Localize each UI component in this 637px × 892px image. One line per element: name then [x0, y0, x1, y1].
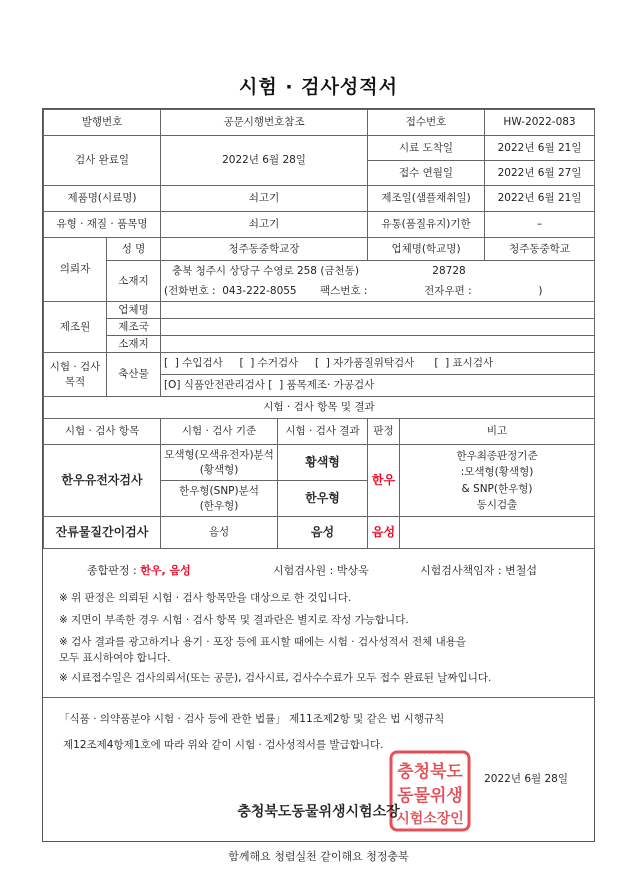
note-1: ※ 위 판정은 의뢰된 시험 · 검사 항목만을 대상으로 한 것입니다. [59, 592, 352, 604]
expiry-value: – [485, 212, 595, 238]
document-title: 시험 · 검사성적서 [239, 76, 398, 98]
test1-remark: 한우최종판정기준 :모색형(황색형) & SNP(한우형) 동시검출 [400, 445, 595, 517]
test2-result: 음성 [278, 517, 368, 549]
company-label: 업체명(학교명) [368, 238, 485, 261]
law-line2: 제12조제4항제1호에 따라 위와 같이 시험 · 검사성적서를 발급합니다. [63, 739, 384, 751]
test1-name: 한우유전자검사 [44, 445, 161, 517]
address-label: 소재지 [107, 261, 161, 302]
maker-company-label: 업체명 [107, 302, 161, 319]
test2-remark [400, 517, 595, 549]
mfg-value: 2022년 6월 21일 [485, 186, 595, 212]
overall-label: 종합판정 : [87, 564, 137, 577]
overall-value: 한우, 음성 [140, 564, 191, 577]
test1-standard-a: 모색형(모색유전자)분석 (황색형) [161, 445, 278, 481]
client-label: 의뢰자 [44, 238, 107, 302]
mfg-label: 제조일(샘플채취일) [368, 186, 485, 212]
report-table [43, 109, 595, 549]
complete-value: 2022년 6월 28일 [161, 136, 368, 186]
product-value: 쇠고기 [161, 186, 368, 212]
purpose-line1: [ ] 수입검사 [ ] 수거검사 [ ] 자가품질위탁검사 [ ] 표시검사 [161, 353, 595, 375]
law-line1: 「식품 · 의약품분야 시험 · 검사 등에 관한 법률」 제11조제2항 및 같은 법 시행규칙 [59, 713, 445, 725]
examiner: 시험검사원 : 박상욱 [273, 564, 369, 577]
supervisor: 시험검사책임자 : 변철섭 [420, 564, 537, 577]
receipt-date-label: 접수 연월일 [368, 161, 485, 186]
header-standard: 시험 · 검사 기준 [161, 419, 278, 445]
seal-text-1: 충청북도 [397, 762, 463, 782]
arrival-label: 시료 도착일 [368, 136, 485, 161]
issue-date: 2022년 6월 28일 [484, 773, 568, 785]
product-label: 제품명(시료명) [44, 186, 161, 212]
expiry-label: 유통(품질유지)기한 [368, 212, 485, 238]
maker-country-label: 제조국 [107, 319, 161, 336]
header-result: 시험 · 검사 결과 [278, 419, 368, 445]
test1-result-a: 황색형 [278, 445, 368, 481]
type-value: 쇠고기 [161, 212, 368, 238]
results-title: 시험 · 검사 항목 및 결과 [44, 397, 595, 419]
livestock-label: 축산물 [107, 353, 161, 397]
header-judgment: 판정 [368, 419, 400, 445]
header-item: 시험 · 검사 항목 [44, 419, 161, 445]
header-remark: 비고 [400, 419, 595, 445]
note-2: ※ 지면이 부족한 경우 시험 · 검사 항목 및 결과란은 별지로 작성 가능합니다. [59, 614, 409, 626]
test2-name: 잔류물질간이검사 [44, 517, 161, 549]
address-line2: (전화번호 : 043-222-8055 팩스번호 : 전자우편 : ) [161, 281, 595, 302]
maker-label: 제조원 [44, 302, 107, 353]
overall-judgment [87, 562, 191, 578]
address-line1-cell [161, 261, 595, 281]
type-label: 유형 · 재질 · 품목명 [44, 212, 161, 238]
purpose-line2: [O] 식품안전관리검사 [ ] 품목제조· 가공검사 [161, 375, 595, 397]
receipt-value: HW-2022-083 [485, 110, 595, 136]
test2-standard: 음성 [161, 517, 278, 549]
purpose-label: 시험 · 검사 목적 [44, 353, 107, 397]
test1-standard-b: 한우형(SNP)분석 (한우형) [161, 481, 278, 517]
footer-slogan: 함께해요 청렴실천 같이해요 청정충북 [228, 850, 409, 863]
address-line1: 충북 청주시 상당구 수영로 258 (금천동) [172, 264, 359, 277]
receipt-label: 접수번호 [368, 110, 485, 136]
address-zip: 28728 [432, 264, 466, 277]
issue-value: 공문시행번호참조 [161, 110, 368, 136]
maker-address-label: 소재지 [107, 336, 161, 353]
seal-text-3: 시험소장인 [396, 811, 464, 827]
seal-text-2: 동물위생 [397, 786, 463, 806]
note-3: ※ 검사 결과를 광고하거나 용기 · 포장 등에 표시할 때에는 시험 · 검사성적서 전체 내용을 모두 표시하여야 합니다. [59, 636, 467, 664]
institution-name: 충청북도동물위생시험소장 [237, 804, 400, 820]
complete-label: 검사 완료일 [44, 136, 161, 186]
arrival-value: 2022년 6월 21일 [485, 136, 595, 161]
test1-result-b: 한우형 [278, 481, 368, 517]
name-value: 청주동중학교장 [161, 238, 368, 261]
receipt-date-value: 2022년 6월 27일 [485, 161, 595, 186]
maker-company-value [161, 302, 595, 319]
name-label: 성 명 [107, 238, 161, 261]
issue-label: 발행번호 [44, 110, 161, 136]
maker-address-value [161, 336, 595, 353]
company-value: 청주동중학교 [485, 238, 595, 261]
summary-section [43, 548, 594, 698]
law-section [43, 699, 594, 841]
maker-country-value [161, 319, 595, 336]
note-4: ※ 시료접수일은 검사의뢰서(또는 공문), 검사시료, 검사수수료가 모두 접수 완료된 날짜입니다. [59, 672, 492, 684]
test1-judgment: 한우 [368, 445, 400, 517]
test2-judgment: 음성 [368, 517, 400, 549]
